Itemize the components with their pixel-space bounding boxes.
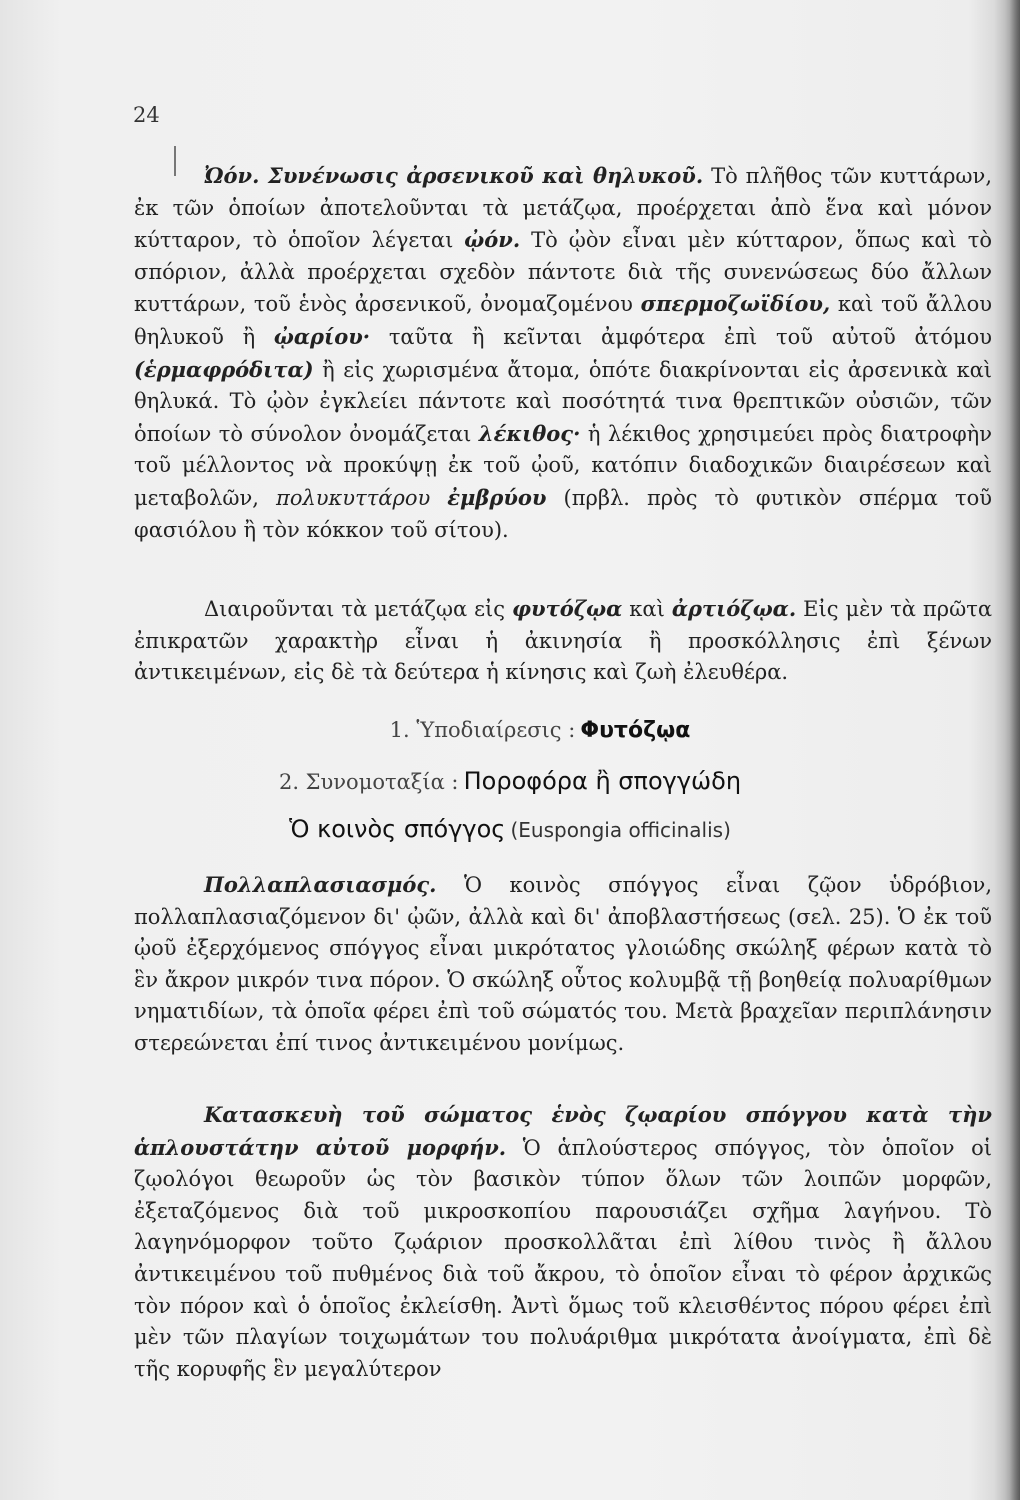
text-span: Τὸ ᾠὸν εἶναι μὲν κύτταρον, ὅπως καὶ τὸ σπόριον, ἀλλὰ προέρχεται σχεδὸν πάντοτε διὰ τῆς συνενώσεως δύο ἄλλων κυττάρων, τοῦ ἑνὸς ἀρσενικοῦ, ὀνομαζομένου [134, 228, 992, 317]
term-phytozoa: φυτόζῳα [512, 596, 623, 621]
phylum-value: Πορoφόρα ἢ σπογγώδη [463, 767, 742, 795]
paragraph-egg-text [134, 160, 992, 546]
species-latin-name: (Euspongia officinalis) [510, 818, 731, 842]
species-heading [0, 815, 1020, 843]
text-span [430, 486, 447, 510]
term-artiozoa: ἀρτιόζῳα. [671, 596, 797, 621]
paragraph-reproduction-text [134, 869, 992, 1060]
term-multicellular: πολυκυττάρου [276, 485, 431, 510]
paragraph-reproduction [134, 869, 992, 1060]
phylum-heading [0, 767, 1020, 795]
paragraph-structure-text [134, 1099, 992, 1385]
species-common-name: Ὁ κοινὸς σπόγγος [289, 815, 506, 843]
text-span: Ὁ κοινὸς σπόγγος εἶναι ζῷον ὑδρόβιον, πολλαπλασιαζόμενον δι' ᾠῶν, ἀλλὰ καὶ δι' ἀποβλαστήσεως (σελ. 25). Ὁ ἐκ τοῦ ᾠοῦ ἐξερχόμενος σπόγγος εἶναι μικρότατος γλοιώδης σκώληξ φέρων κατὰ τὸ ἓν ἄκρον μικρόν τινα πόρον. Ὁ σκώληξ οὗτος κολυμβᾷ τῇ βοηθείᾳ πολυαρίθμων νηματιδίων, τὰ ὁποῖα φέρει ἐπὶ τοῦ σώματός του. Μετὰ βραχεῖαν περιπλάνησιν στερεώνεται ἐπί τινος ἀντικειμένου μονίμως. [134, 873, 992, 1055]
term-structure: Κατασκευὴ τοῦ σώματος ἑνὸς ζῳαρίου σπόγγου κατὰ τὴν ἁπλουστάτην αὐτοῦ μορφήν. [134, 1102, 992, 1160]
text-span: ταῦτα ἢ κεῖνται ἀμφότερα ἐπὶ τοῦ αὐτοῦ ἀτόμου [370, 324, 992, 349]
term-hermaphrodite: (ἑρμαφρόδιτα) [134, 356, 314, 382]
text-span: καὶ τοῦ ἄλλου θηλυκοῦ ἢ [134, 292, 992, 349]
page-number: 24 [133, 103, 160, 127]
paragraph-division-text [134, 593, 992, 689]
page-edge-shadow [994, 0, 1020, 1500]
phylum-label: 2. Συνομοταξία : [278, 770, 459, 794]
term-yolk: λέκιθος· [478, 420, 581, 446]
paragraph-egg [134, 160, 992, 546]
text-span: Ὁ ἁπλούστερος σπόγγος, τὸν ὁποῖον οἱ ζῳολόγοι θεωροῦν ὡς τὸν βασικὸν τύπον ὅλων τῶν λοιπῶν μορφῶν, ἐξεταζόμενος διὰ τοῦ μικροσκοπίου παρουσιάζει σχῆμα λαγήνου. Τὸ λαγηνόμορφον τοῦτο ζῳάριον προσκολλᾶται ἐπὶ λίθου τινὸς ἢ ἄλλου ἀντικειμένου τοῦ πυθμένος διὰ τοῦ ἄκρου, τὸ ὁποῖον εἶναι τὸ φέρον ἀρχικῶς τὸν πόρον καὶ ὁ ὁποῖος ἐκλείσθη. Ἀντὶ ὅμως τοῦ κλεισθέντος πόρου φέρει ἐπὶ μὲν τῶν πλαγίων τοιχωμάτων του πολυάριθμα μικρότατα ἀνοίγματα, ἐπὶ δὲ τῆς κορυφῆς ἓν μεγαλύτερον [134, 1135, 992, 1381]
subdivision-heading [0, 718, 1020, 743]
paragraph-structure [134, 1099, 992, 1385]
term-spermatozoid: σπερμοζωϊδίου, [640, 291, 831, 317]
term-egg: ᾠόν. [464, 227, 521, 253]
text-span: (πρβλ. πρὸς τὸ φυτικὸν σπέρμα τοῦ φασιόλου ἢ τὸν κόκκον τοῦ σίτου). [134, 485, 992, 542]
text-span: ἢ εἰς χωρισμένα ἄτομα, ὁπότε διακρίνονται εἰς ἀρσενικὰ καὶ θηλυκά. Τὸ ᾠὸν ἐγκλείει πάντοτε καὶ ποσότητά τινα θρεπτικῶν οὐσιῶν, τῶν ὁποίων τὸ σύνολον ὀνομάζεται [134, 357, 992, 446]
subdivision-value: Φυτόζῳα [580, 718, 691, 743]
heading-egg-term: Ὠόν. Συνένωσις ἀρσενικοῦ καὶ θηλυκοῦ. [204, 163, 704, 188]
text-span: Διαιροῦνται τὰ μετάζῳα εἰς [204, 597, 512, 621]
term-reproduction: Πολλαπλασιασμός. [204, 872, 437, 897]
text-span: Εἰς μὲν τὰ πρῶτα ἐπικρατῶν χαρακτὴρ εἶναι ἡ ἀκινησία ἢ προσκόλλησις ἐπὶ ξένων ἀντικειμένων, εἰς δὲ τὰ δεύτερα ἡ κίνησις καὶ ζωὴ ἐλευθέρα. [134, 597, 992, 685]
subdivision-label: 1. Ὑποδιαίρεσις : [389, 718, 576, 742]
term-ovum: ᾠαρίου· [273, 323, 371, 349]
term-embryo: ἐμβρύου [447, 484, 547, 510]
paragraph-division [134, 593, 992, 689]
text-span: Τὸ πλῆθος τῶν κυττάρων, ἐκ τῶν ὁποίων ἀποτελοῦνται τὰ μετάζῳα, προέρχεται ἀπὸ ἕνα καὶ μόνον κύτταρον, τὸ ὁποῖον λέγεται [134, 164, 992, 253]
text-span: ἡ λέκιθος χρησιμεύει πρὸς διατροφὴν τοῦ μέλλοντος νὰ προκύψῃ ἐκ τοῦ ᾠοῦ, κατόπιν διαδοχικῶν διαιρέσεων καὶ μεταβολῶν, [134, 421, 992, 510]
text-span: καὶ [622, 597, 672, 621]
